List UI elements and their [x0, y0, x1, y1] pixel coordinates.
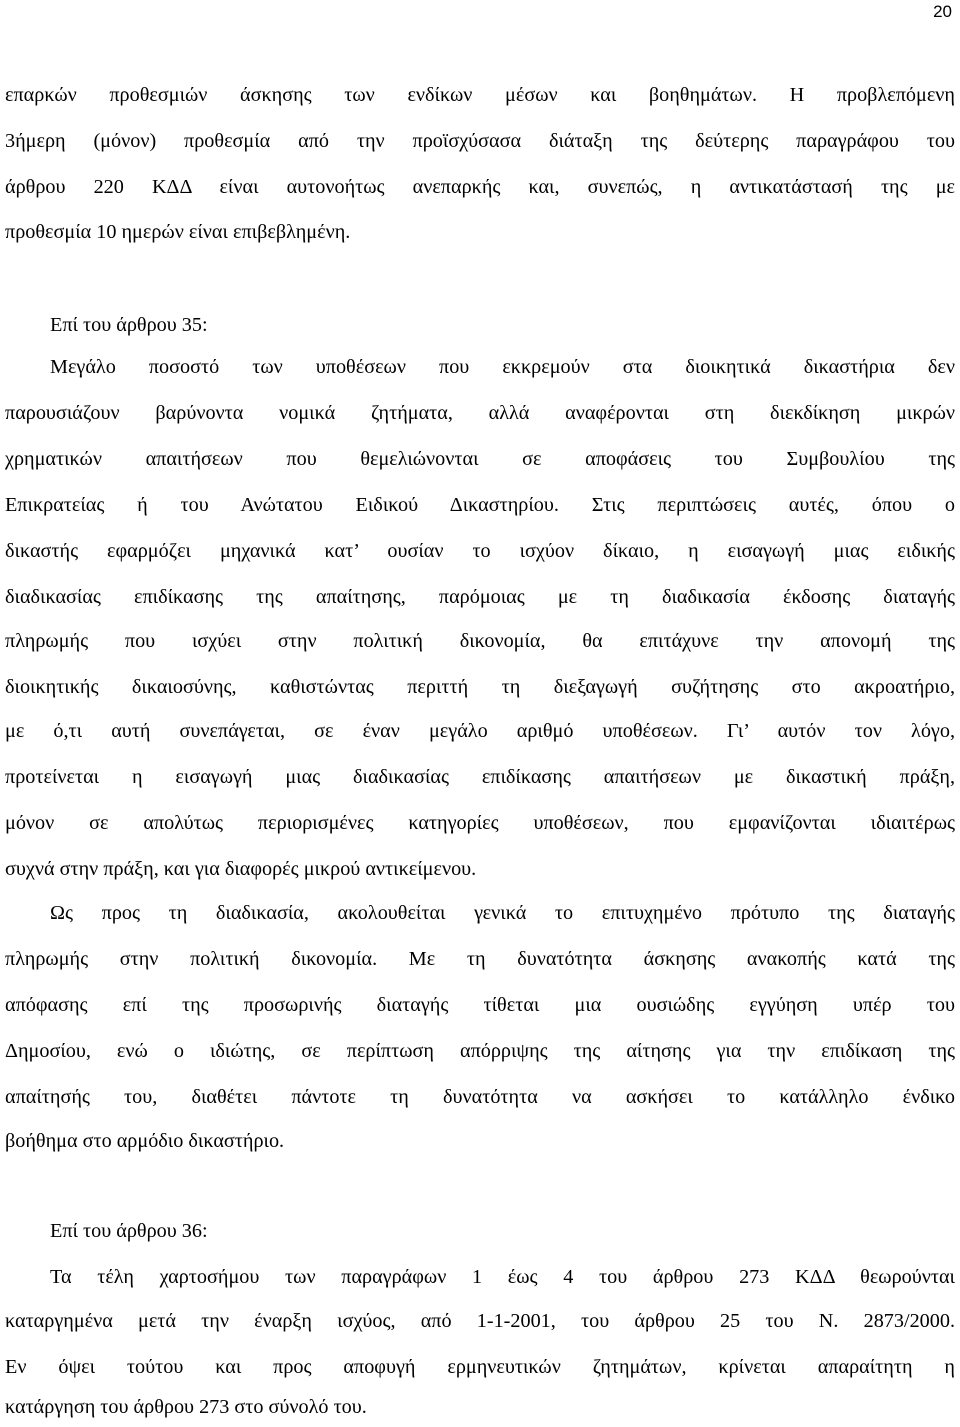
- text-line: καταργημένα μετά την έναρξη ισχύος, από 1-1-2001, του άρθρου 25 του Ν. 2873/2000.: [5, 1310, 955, 1332]
- text-line: Δημοσίου, ενώ ο ιδιώτης, σε περίπτωση απόρριψης της αίτησης για την επιδίκαση της: [5, 1040, 955, 1062]
- text-line: Επικρατείας ή του Ανώτατου Ειδικού Δικαστηρίου. Στις περιπτώσεις αυτές, όπου ο: [5, 494, 955, 516]
- text-line: 3ήμερη (μόνον) προθεσμία από την προϊσχύσασα διάταξη της δεύτερης παραγράφου του: [5, 130, 955, 152]
- text-line: δικαστής εφαρμόζει μηχανικά κατ’ ουσίαν το ισχύον δίκαιο, η εισαγωγή μιας ειδικής: [5, 540, 955, 562]
- text-line: επαρκών προθεσμιών άσκησης των ενδίκων μέσων και βοηθημάτων. Η προβλεπόμενη: [5, 84, 955, 106]
- text-line: απαίτησής του, διαθέτει πάντοτε τη δυνατότητα να ασκήσει το κατάλληλο ένδικο: [5, 1086, 955, 1108]
- text-line: με ό,τι αυτή συνεπάγεται, σε έναν μεγάλο αριθμό υποθέσεων. Γι’ αυτόν τον λόγο,: [5, 720, 955, 742]
- text-line: απόφασης επί της προσωρινής διαταγής τίθεται μια ουσιώδης εγγύηση υπέρ του: [5, 994, 955, 1016]
- text-line: βοήθημα στο αρμόδιο δικαστήριο.: [5, 1130, 285, 1152]
- text-line: Μεγάλο ποσοστό των υποθέσεων που εκκρεμούν στα διοικητικά δικαστήρια δεν: [50, 356, 955, 378]
- text-line: κατάργηση του άρθρου 273 στο σύνολό του.: [5, 1396, 367, 1418]
- section-heading: Επί του άρθρου 35:: [50, 314, 208, 336]
- text-line: διοικητικής δικαιοσύνης, καθιστώντας περιττή τη διεξαγωγή συζήτησης στο ακροατήριο,: [5, 676, 955, 698]
- page-number: 20: [933, 2, 952, 21]
- text-line: Ως προς τη διαδικασία, ακολουθείται γενικά το επιτυχημένο πρότυπο της διαταγής: [50, 902, 955, 924]
- text-line: πληρωμής στην πολιτική δικονομία. Με τη δυνατότητα άσκησης ανακοπής κατά της: [5, 948, 955, 970]
- text-line: μόνον σε απολύτως περιορισμένες κατηγορίες υποθέσεων, που εμφανίζονται ιδιαιτέρως: [5, 812, 955, 834]
- section-heading: Επί του άρθρου 36:: [50, 1220, 208, 1242]
- text-line: άρθρου 220 ΚΔΔ είναι αυτονοήτως ανεπαρκής και, συνεπώς, η αντικατάστασή της με: [5, 176, 955, 198]
- text-line: διαδικασίας επιδίκασης της απαίτησης, παρόμοιας με τη διαδικασία έκδοσης διαταγής: [5, 586, 955, 608]
- text-line: προτείνεται η εισαγωγή μιας διαδικασίας επιδίκασης απαιτήσεων με δικαστική πράξη,: [5, 766, 955, 788]
- text-line: χρηματικών απαιτήσεων που θεμελιώνονται σε αποφάσεις του Συμβουλίου της: [5, 448, 955, 470]
- text-line: παρουσιάζουν βαρύνοντα νομικά ζητήματα, αλλά αναφέρονται στη διεκδίκηση μικρών: [5, 402, 955, 424]
- text-line: Τα τέλη χαρτοσήμου των παραγράφων 1 έως 4 του άρθρου 273 ΚΔΔ θεωρούνται: [50, 1266, 955, 1288]
- text-line: Εν όψει τούτου και προς αποφυγή ερμηνευτικών ζητημάτων, κρίνεται απαραίτητη η: [5, 1356, 955, 1378]
- text-line: πληρωμής που ισχύει στην πολιτική δικονομία, θα επιτάχυνε την απονομή της: [5, 630, 955, 652]
- text-line: προθεσμία 10 ημερών είναι επιβεβλημένη.: [5, 221, 351, 243]
- text-line: συχνά στην πράξη, και για διαφορές μικρού αντικείμενου.: [5, 858, 477, 880]
